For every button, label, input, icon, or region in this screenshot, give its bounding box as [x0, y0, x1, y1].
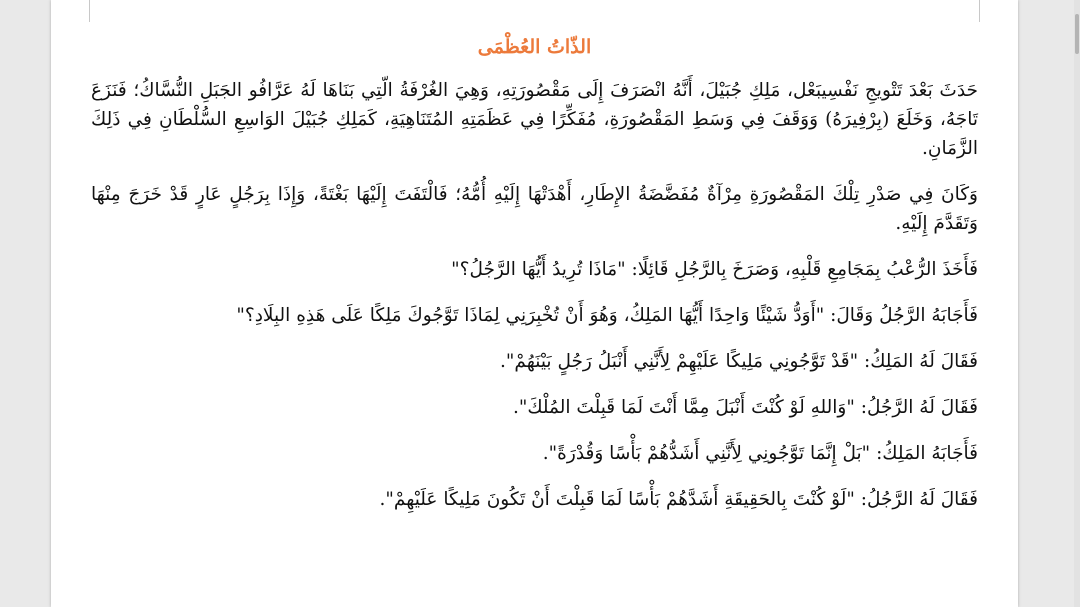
scrollbar-thumb[interactable] [1075, 14, 1079, 54]
paragraph-5: فَقَالَ لَهُ المَلِكُ: "قَدْ تَوَّجُونِي مَلِيكًا عَلَيْهِمْ لِأَنَّنِي أَنْبَلُ رَجُلٍ بَيْنَهُمْ". [500, 351, 978, 372]
paragraph-1: حَدَثَ بَعْدَ تَتْويجِ نَفْسِيبَعْل، مَلِكِ جُبَيْلَ، أَنَّهُ انْصَرَفَ إِلَى مَقْصُورَتِهِ، وَهِيَ الغُرْفَةُ الّتِي بَنَاهَا لَهُ عَرَّافُو الجَبَلِ النُّسَّاكُ؛ فَنَزَعَ تَاجَهُ، وَخَلَعَ (بِرْفِيرَهُ) وَوَقَفَ فِي وَسَطِ المَقْصُورَةِ، مُفَكِّرًا فِي عَظَمَتِهِ المُتَنَاهِيَةِ، كَمَلِكِ جُبَيْلَ الوَاسِعِ السُّلْطَانِ فِي ذَلِكَ الزَّمَانِ. [91, 80, 978, 159]
crop-mark-left [89, 0, 90, 22]
crop-mark-right [979, 0, 980, 22]
document-title: الذّاتُ العُظْمَى [477, 36, 592, 58]
paragraph-4: فَأَجَابَهُ الرَّجُلُ وَقَالَ: "أَوَدُّ شَيْئًا وَاحِدًا أَيُّهَا المَلِكُ، وَهُوَ أَنْ تُخْبِرَنِي لِمَاذَا تَوَّجُوكَ مَلِكًا عَلَى هَذِهِ البِلَادِ؟" [236, 305, 978, 326]
document-body [91, 34, 978, 531]
vertical-scrollbar[interactable] [1074, 0, 1080, 607]
paragraph-8: فَقَالَ لَهُ الرَّجُلُ: "لَوْ كُنْتَ بِالحَقِيقَةِ أَشَدَّهُمْ بَأْسًا لَمَا قَبِلْتَ أَنْ تَكُونَ مَلِيكًا عَلَيْهِمْ". [379, 489, 978, 510]
paragraph-6: فَقَالَ لَهُ الرَّجُلُ: "وَاللهِ لَوْ كُنْتَ أَنْبَلَ مِمَّا أَنْتَ لَمَا قَبِلْتَ المُلْكَ". [512, 397, 978, 418]
paragraph-3: فَأَخَذَ الرُّعْبُ بِمَجَامِعِ قَلْبِهِ، وَصَرَخَ بِالرَّجُلِ قَائِلًا: "مَاذَا تُرِيدُ أَيُّهَا الرَّجُلُ؟" [451, 259, 978, 280]
paragraph-2: وَكَانَ فِي صَدْرِ تِلْكَ المَقْصُورَةِ مِرْآةٌ مُفَضَّضَةُ الإِطَارِ، أَهْدَتْهَا إِلَيْهِ أُمُّهُ؛ فَالْتَفَتَ إِلَيْهَا بَغْتَةً، وَإِذَا بِرَجُلٍ عَارٍ قَدْ خَرَجَ مِنْهَا وَتَقَدَّمَ إِلَيْهِ. [91, 184, 978, 234]
document-page [51, 0, 1018, 607]
paragraph-7: فَأَجَابَهُ المَلِكُ: "بَلْ إِنَّمَا تَوَّجُونِي لِأَنَّنِي أَشَدُّهُمْ بَأْسًا وَقُدْرَةً". [542, 443, 978, 464]
